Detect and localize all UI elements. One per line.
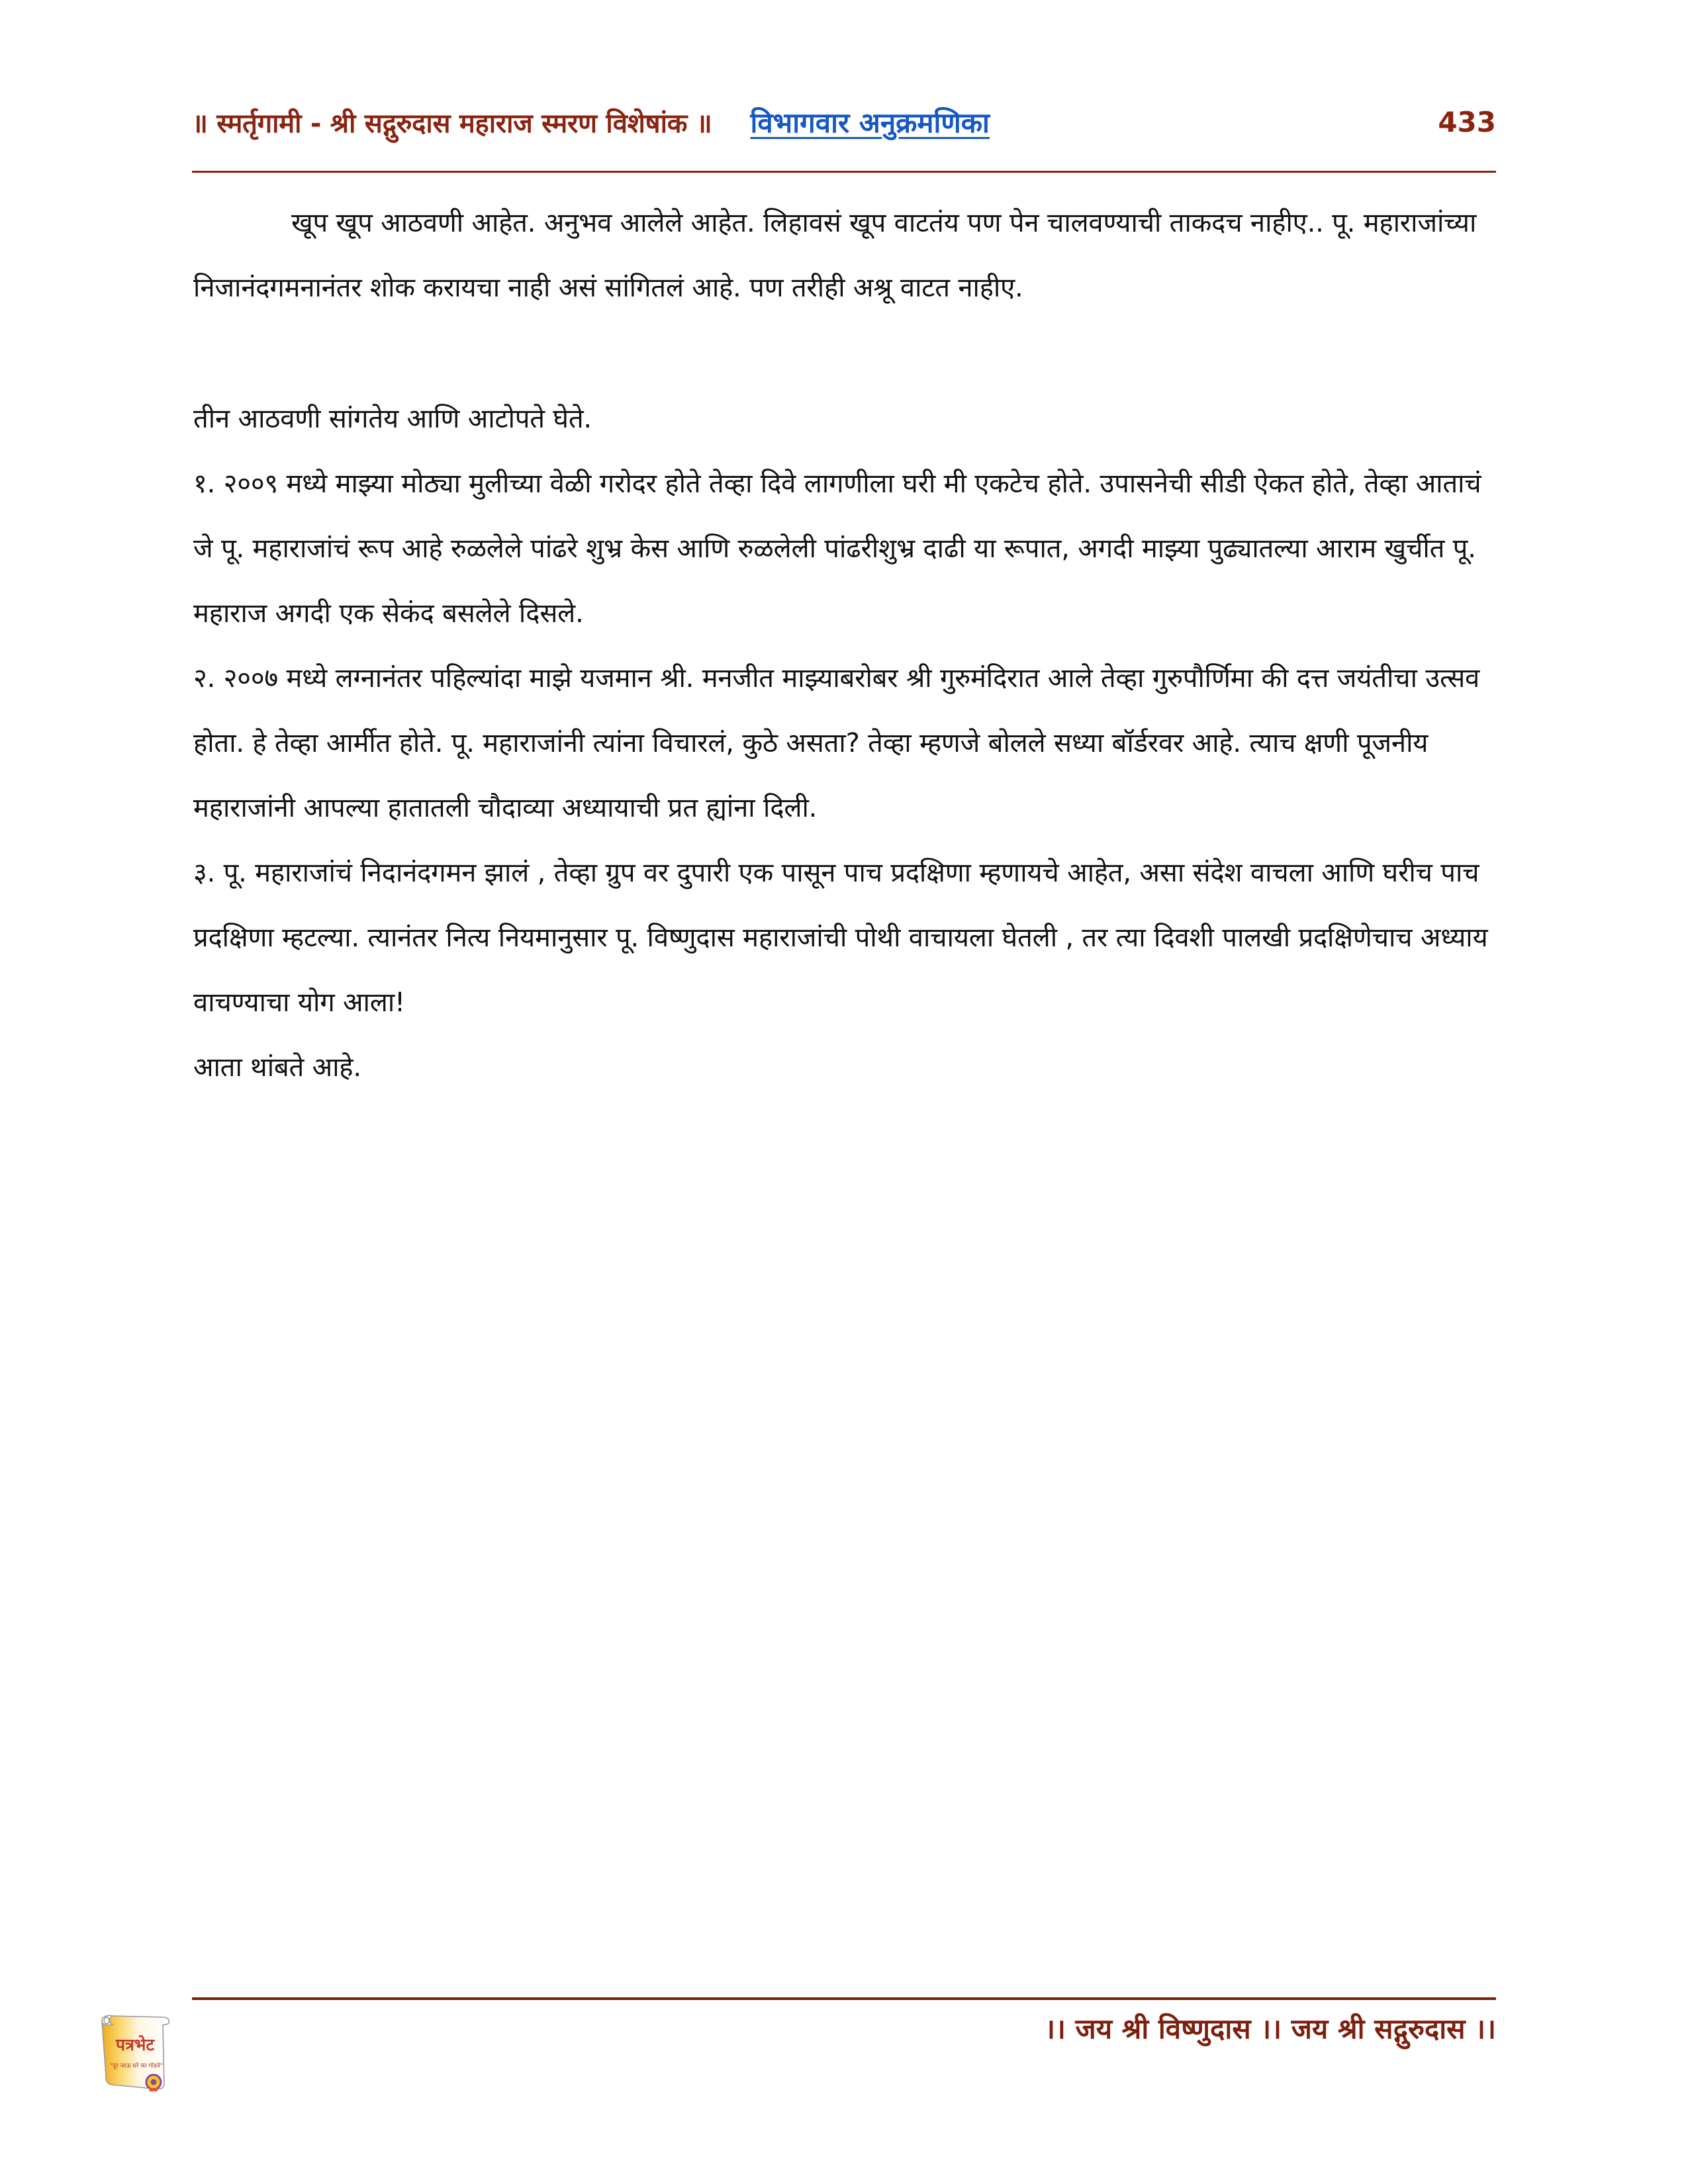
logo-tagline: "दूर जाऊ घरे का गोडवे" <box>110 2063 163 2070</box>
list-item: २. २००७ मध्ये लग्नानंतर पहिल्यांदा माझे यजमान श्री. मनजीत माझ्याबरोबर श्री गुरुमंदिरात आले तेव्हा गुरुपौर्णिमा की दत्त जयंतीचा उत्सव होता. हे तेव्हा आर्मीत होते. पू. महाराजांनी त्यांना विचारलं, कुठे असता? तेव्हा म्हणजे बोलले सध्या बॉर्डरवर आहे. त्याच क्षणी पूजनीय महाराजांनी आपल्या हातातली चौदाव्या अध्यायाची प्रत ह्यांना दिली. <box>193 663 1480 823</box>
footer-text: ।। जय श्री विष्णुदास ।। जय श्री सद्गुरुदास ।। <box>1045 2013 1496 2045</box>
paragraph-spacer <box>193 320 1496 387</box>
header-title: ॥ स्मर्तृगामी - श्री सद्गुरुदास महाराज स्मरण विशेषांक ॥ <box>192 108 712 139</box>
list-item: ३. पू. महाराजांचं निदानंदगमन झालं , तेव्हा ग्रुप वर दुपारी एक पासून पाच प्रदक्षिणा म्हणायचे आहेत, असा संदेश वाचला आणि घरीच पाच प्रदक्षिणा म्हटल्या. त्यानंतर नित्य नियमानुसार पू. विष्णुदास महाराजांची पोथी वाचायला घेतली , तर त्या दिवशी पालखी प्रदक्षिणेचाच अध्याय वाचण्याचा योग आला! <box>193 858 1488 1018</box>
list-item: १. २००९ मध्ये माझ्या मोठ्या मुलीच्या वेळी गरोदर होते तेव्हा दिवे लागणीला घरी मी एकटेच होते. उपासनेची सीडी ऐकत होते, तेव्हा आताचं जे पू. महाराजांचं रूप आहे रुळलेले पांढरे शुभ्र केस आणि रुळलेली पांढरीशुभ्र दाढी या रूपात, अगदी माझ्या पुढ्यातल्या आराम खुर्चीत पू. महाराज अगदी एक सेकंद बसलेले दिसले. <box>193 469 1481 629</box>
footer-divider <box>192 1997 1496 2000</box>
page-header <box>192 98 1496 146</box>
paragraph-three-memories: तीन आठवणी सांगतेय आणि आटोपते घेते. <box>193 404 592 434</box>
paragraph-closing: आता थांबते आहे. <box>193 1052 361 1083</box>
scroll-icon <box>85 1985 184 2091</box>
paragraph-intro: खूप खूप आठवणी आहेत. अनुभव आलेले आहेत. लिहावसं खूप वाटतंय पण पेन चालवण्याची ताकदच नाहीए.. पू. महाराजांच्या निजानंदगमनानंतर शोक करायचा नाही असं सांगितलं आहे. पण तरीही अश्रू वाटत नाहीए. <box>193 208 1477 303</box>
page-number: 433 <box>1438 105 1496 138</box>
logo-title: पत्रभेट <box>115 2035 155 2054</box>
header-divider <box>192 171 1496 173</box>
document-body <box>193 191 1496 1100</box>
index-link[interactable]: विभागवार अनुक्रमणिका <box>750 106 990 139</box>
patrabhet-scroll-logo <box>85 1985 184 2091</box>
